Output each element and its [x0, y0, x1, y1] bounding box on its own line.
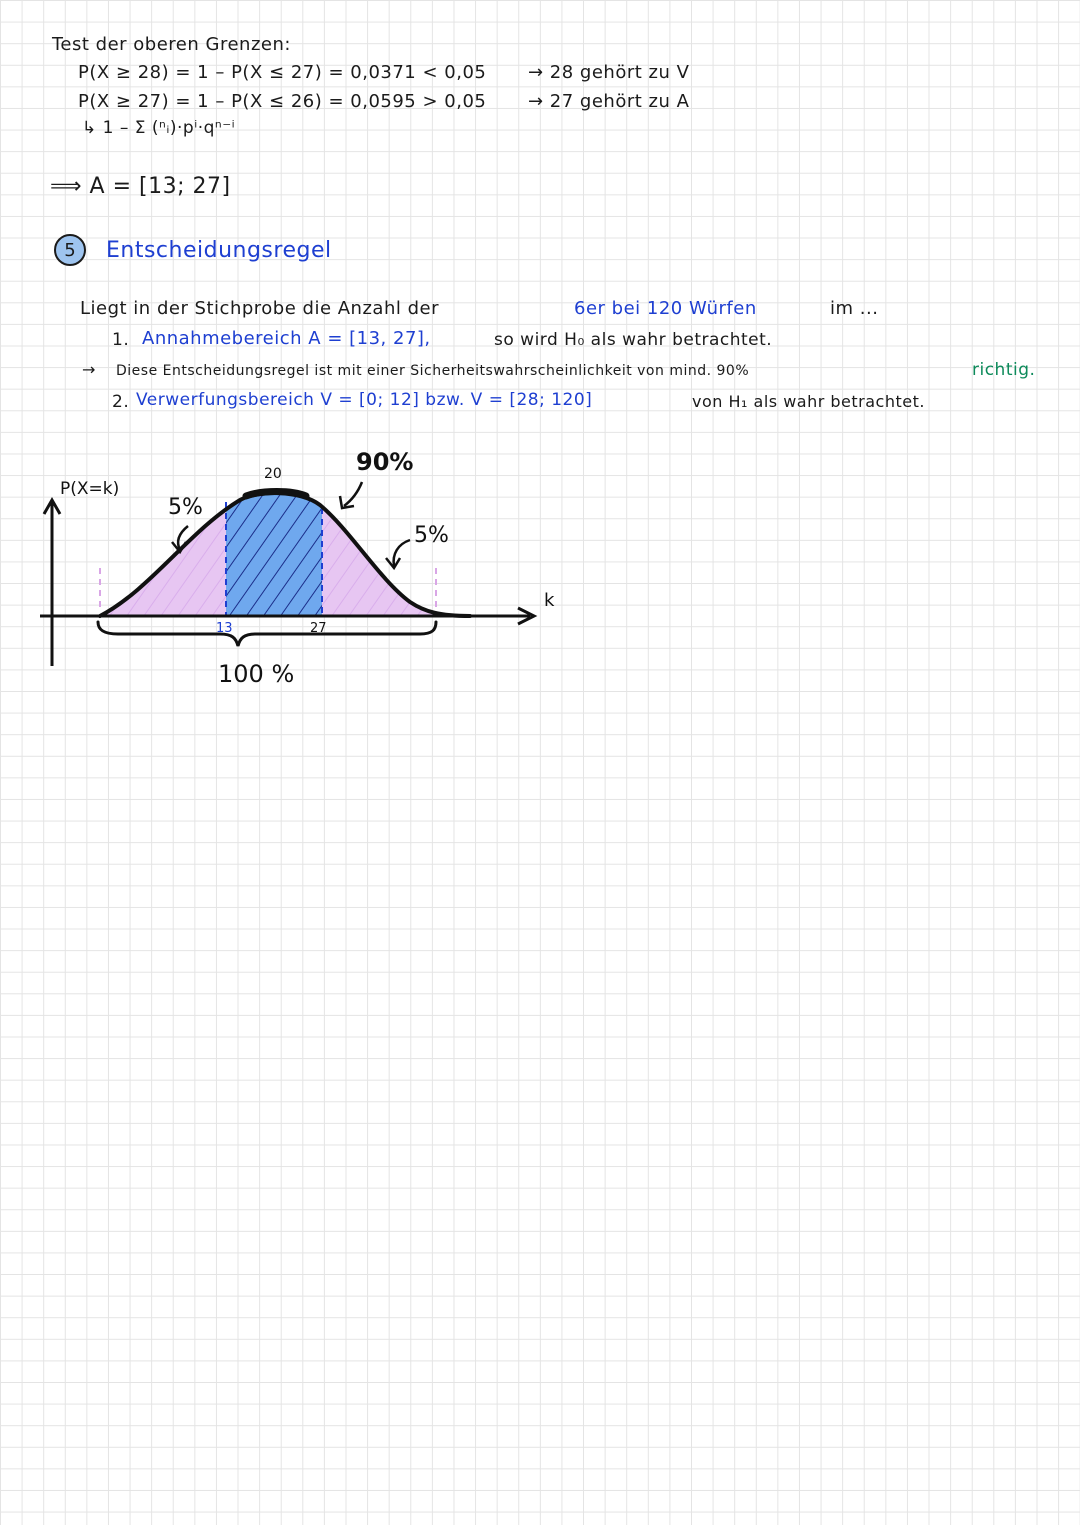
note-green-word: richtig.	[972, 360, 1036, 380]
lower-bound-label: 13	[216, 621, 233, 636]
right-percent-arrow	[394, 540, 410, 566]
total-brace	[98, 622, 436, 646]
item2-number: 2.	[112, 392, 130, 412]
rule-intro-text: Liegt in der Stichprobe die Anzahl der	[80, 298, 439, 319]
left-percent-label: 5%	[168, 495, 203, 520]
rule-intro-highlight: 6er bei 120 Würfen	[574, 298, 757, 319]
formula-line-2: P(X ≥ 27) = 1 – P(X ≤ 26) = 0,0595 > 0,05	[78, 91, 487, 112]
item1-number: 1.	[112, 330, 130, 350]
note-arrow: →	[82, 360, 96, 379]
acceptance-interval: ⟹ A = [13; 27]	[50, 174, 231, 199]
formula-line-1: P(X ≥ 28) = 1 – P(X ≤ 27) = 0,0371 < 0,05	[78, 62, 487, 83]
item1-rest: so wird H₀ als wahr betrachtet.	[494, 330, 773, 350]
upper-test-title: Test der oberen Grenzen:	[52, 34, 291, 55]
peak-label: 20	[264, 466, 282, 482]
distribution-sketch	[0, 430, 600, 710]
item2-rest: von H₁ als wahr betrachtet.	[692, 392, 925, 411]
note-text: Diese Entscheidungsregel ist mit einer Sicherheitswahrscheinlichkeit von mind. 90%	[116, 363, 750, 379]
result-line-1: → 28 gehört zu V	[528, 62, 690, 83]
section-title: Entscheidungsregel	[106, 238, 332, 263]
result-line-2: → 27 gehört zu A	[528, 91, 690, 112]
center-percent-arrow	[344, 482, 362, 506]
right-percent-label: 5%	[414, 523, 449, 548]
total-percent-label: 100 %	[218, 660, 295, 688]
item2-label: Verwerfungsbereich V = [0; 12] bzw. V = [28; 120]	[136, 390, 593, 410]
y-axis-label: P(X=k)	[60, 479, 120, 499]
x-axis-label: k	[544, 590, 555, 611]
section-number-badge: 5	[54, 234, 86, 266]
upper-bound-label: 27	[310, 621, 327, 636]
center-percent-label: 90%	[356, 448, 414, 476]
formula-line-3: ↳ 1 – Σ (ⁿᵢ)·pⁱ·qⁿ⁻ⁱ	[82, 118, 236, 138]
rule-intro-end: im ...	[830, 298, 879, 319]
item1-label: Annahmebereich A = [13, 27],	[142, 328, 431, 349]
